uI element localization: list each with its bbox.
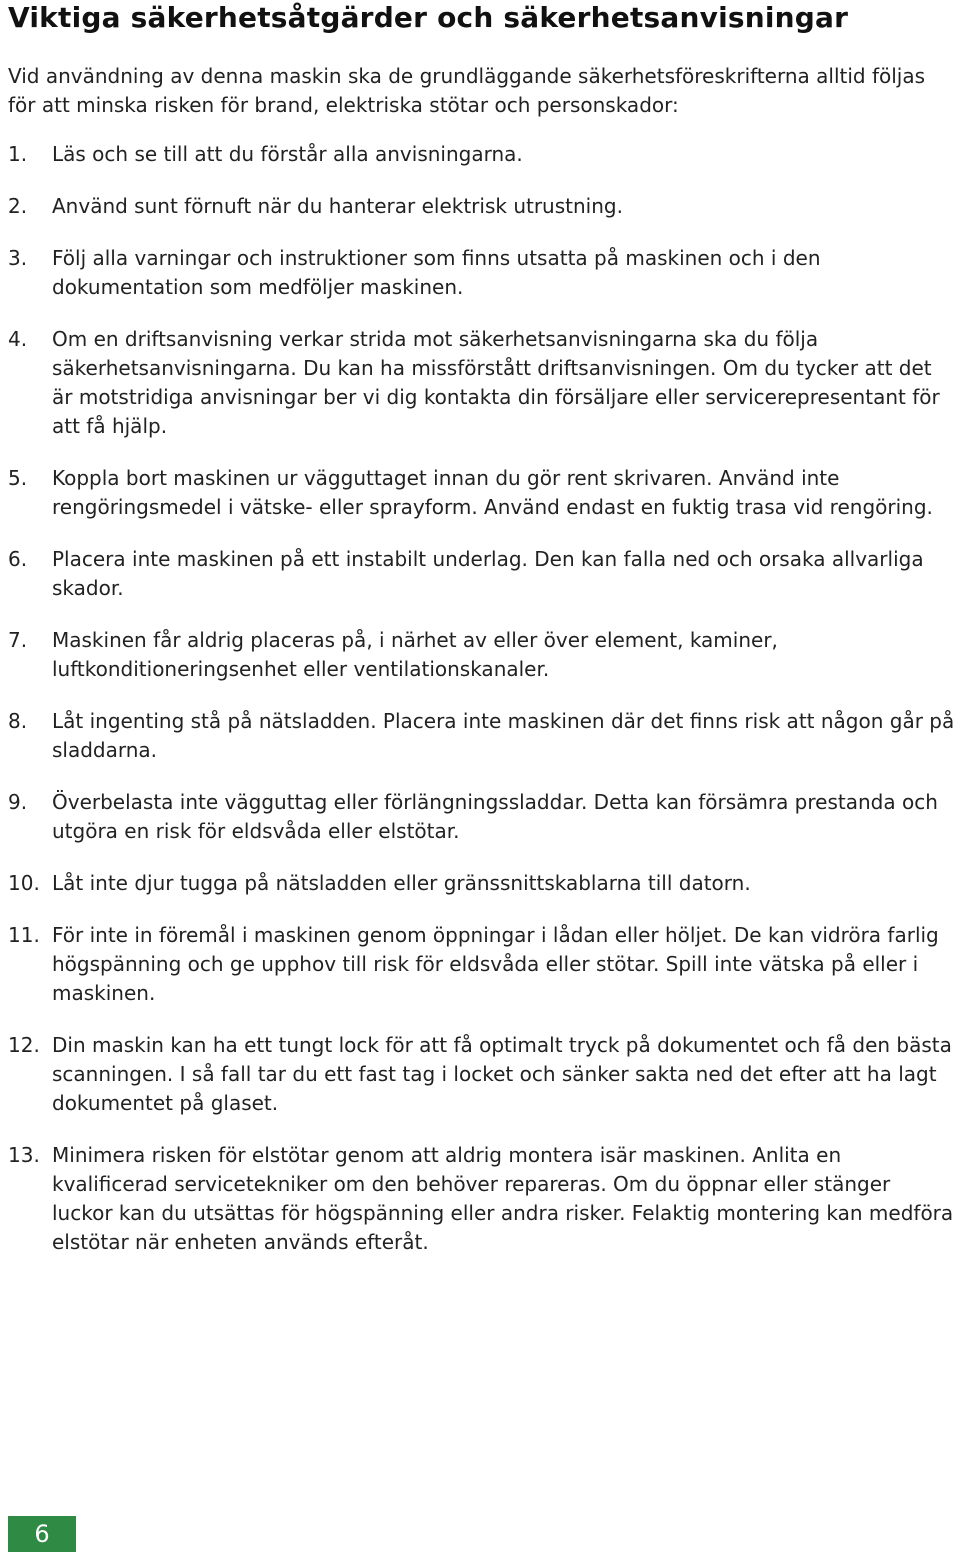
item-text: Minimera risken för elstötar genom att aldrig montera isär maskinen. Anlita en kvalificerad servicetekniker om den behöver repareras. Om du öppnar eller stänger luckor kan du utsättas för högspänning eller andra risker. Felaktig montering kan medföra elstötar när enheten används efteråt. bbox=[52, 1143, 954, 1254]
item-text: Om en driftsanvisning verkar strida mot säkerhetsanvisningarna ska du följa säkerhetsanvisningarna. Du kan ha missförstått driftsanvisningen. Om du tycker att det är motstridiga anvisningar ber vi dig kontakta din försäljare eller servicerepresentant för att få hjälp. bbox=[52, 327, 940, 438]
list-item bbox=[0, 244, 960, 302]
item-text: Placera inte maskinen på ett instabilt underlag. Den kan falla ned och orsaka allvarliga skador. bbox=[52, 547, 924, 600]
item-text: Låt ingenting stå på nätsladden. Placera inte maskinen där det finns risk att någon går på sladdarna. bbox=[52, 709, 955, 762]
item-text: För inte in föremål i maskinen genom öppningar i lådan eller höljet. De kan vidröra farlig högspänning och ge upphov till risk för eldsvåda eller stötar. Spill inte vätska på eller i maskinen. bbox=[52, 923, 939, 1005]
item-text: Koppla bort maskinen ur vägguttaget innan du gör rent skrivaren. Använd inte rengöringsmedel i vätske- eller sprayform. Använd endast en fuktig trasa vid rengöring. bbox=[52, 466, 933, 519]
list-item bbox=[0, 707, 960, 765]
item-text: Låt inte djur tugga på nätsladden eller gränssnittskablarna till datorn. bbox=[52, 871, 751, 895]
list-item bbox=[0, 325, 960, 441]
item-text: Läs och se till att du förstår alla anvisningarna. bbox=[52, 142, 523, 166]
item-text: Maskinen får aldrig placeras på, i närhet av eller över element, kaminer, luftkonditioneringsenhet eller ventilationskanaler. bbox=[52, 628, 778, 681]
list-item bbox=[0, 788, 960, 846]
list-item bbox=[0, 869, 960, 898]
list-item bbox=[0, 1141, 960, 1257]
item-text: Din maskin kan ha ett tungt lock för att få optimalt tryck på dokumentet och få den bästa scanningen. I så fall tar du ett fast tag i locket och sänker sakta ned det efter att ha lagt dokumentet på glaset. bbox=[52, 1033, 952, 1115]
item-number: 7. bbox=[8, 628, 28, 652]
item-number: 6. bbox=[8, 547, 28, 571]
item-number: 2. bbox=[8, 194, 28, 218]
item-number: 5. bbox=[8, 466, 28, 490]
list-item bbox=[0, 921, 960, 1008]
item-number: 1. bbox=[8, 142, 28, 166]
item-number: 10. bbox=[8, 871, 40, 895]
item-number: 12. bbox=[8, 1033, 40, 1057]
item-text: Överbelasta inte vägguttag eller förlängningssladdar. Detta kan försämra prestanda och utgöra en risk för eldsvåda eller elstötar. bbox=[52, 790, 938, 843]
safety-instructions-list bbox=[0, 140, 960, 1280]
list-item bbox=[0, 464, 960, 522]
list-item bbox=[0, 545, 960, 603]
item-number: 4. bbox=[8, 327, 28, 351]
page-number-badge: 6 bbox=[8, 1516, 76, 1552]
item-number: 13. bbox=[8, 1143, 40, 1167]
list-item bbox=[0, 1031, 960, 1118]
item-number: 8. bbox=[8, 709, 28, 733]
list-item bbox=[0, 192, 960, 221]
item-text: Följ alla varningar och instruktioner som finns utsatta på maskinen och i den dokumentation som medföljer maskinen. bbox=[52, 246, 821, 299]
item-number: 9. bbox=[8, 790, 28, 814]
item-text: Använd sunt förnuft när du hanterar elektrisk utrustning. bbox=[52, 194, 623, 218]
list-item bbox=[0, 626, 960, 684]
intro-paragraph: Vid användning av denna maskin ska de grundläggande säkerhetsföreskrifterna alltid följas för att minska risken för brand, elektriska stötar och personskador: bbox=[8, 64, 926, 117]
list-item bbox=[0, 140, 960, 169]
item-number: 3. bbox=[8, 246, 28, 270]
item-number: 11. bbox=[8, 923, 40, 947]
page-title: Viktiga säkerhetsåtgärder och säkerhetsanvisningar bbox=[8, 1, 849, 34]
